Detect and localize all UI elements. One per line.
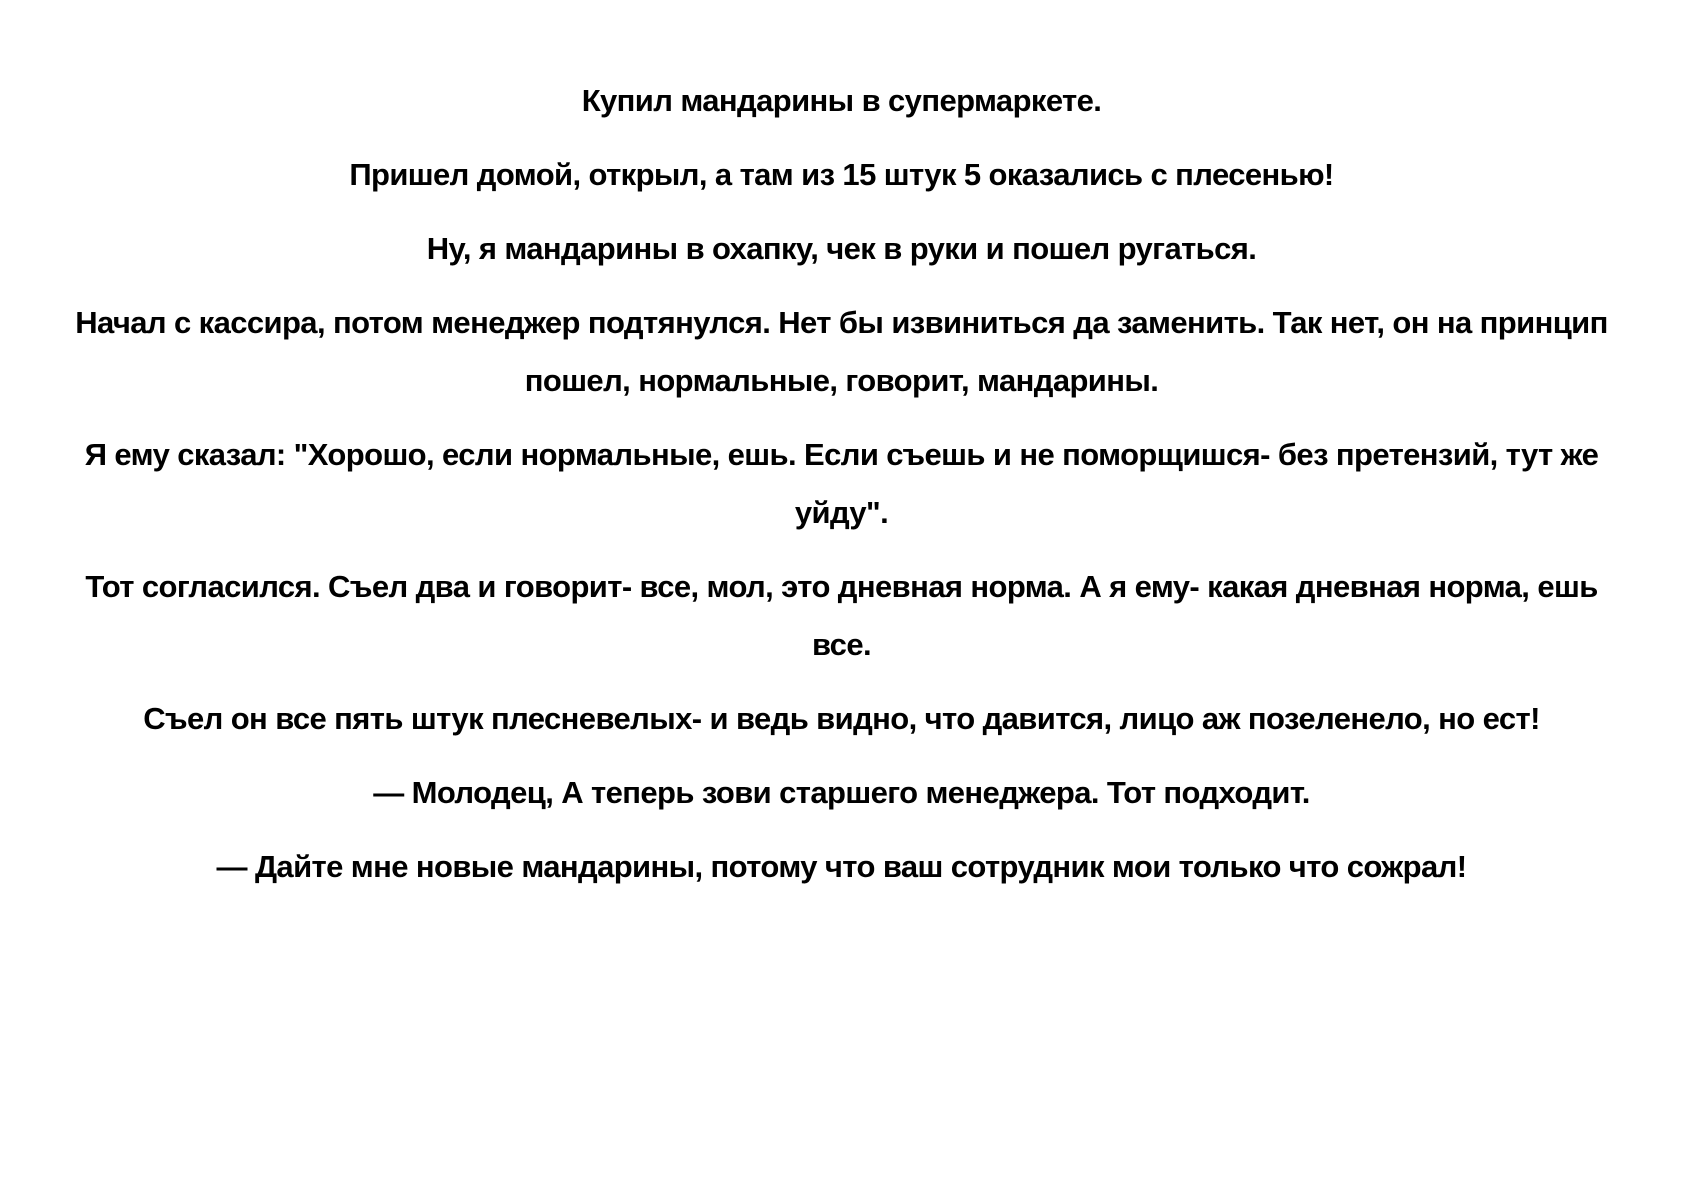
paragraph-1: Купил мандарины в супермаркете. bbox=[581, 83, 1102, 118]
paragraph-2: Пришел домой, открыл, а там из 15 штук 5 оказались с плесенью! bbox=[349, 157, 1334, 192]
paragraph-8: — Молодец, А теперь зови старшего менеджера. Тот подходит. bbox=[373, 775, 1310, 810]
paragraph-5: Я ему сказал: "Хорошо, если нормальные, ешь. Если съешь и не поморщишся- без претензий, тут же уйду". bbox=[84, 437, 1599, 530]
story-text bbox=[60, 72, 1623, 912]
paragraph-4: Начал с кассира, потом менеджер подтянулся. Нет бы извиниться да заменить. Так нет, он на принцип пошел, нормальные, говорит, мандарины. bbox=[75, 305, 1608, 398]
paragraph-7: Съел он все пять штук плесневелых- и ведь видно, что давится, лицо аж позеленело, но ест! bbox=[143, 701, 1540, 736]
paragraph-9: — Дайте мне новые мандарины, потому что ваш сотрудник мои только что сожрал! bbox=[216, 849, 1467, 884]
paragraph-3: Ну, я мандарины в охапку, чек в руки и пошел ругаться. bbox=[426, 231, 1257, 266]
paragraph-6: Тот согласился. Съел два и говорит- все, мол, это дневная норма. А я ему- какая дневная норма, ешь все. bbox=[85, 569, 1598, 662]
